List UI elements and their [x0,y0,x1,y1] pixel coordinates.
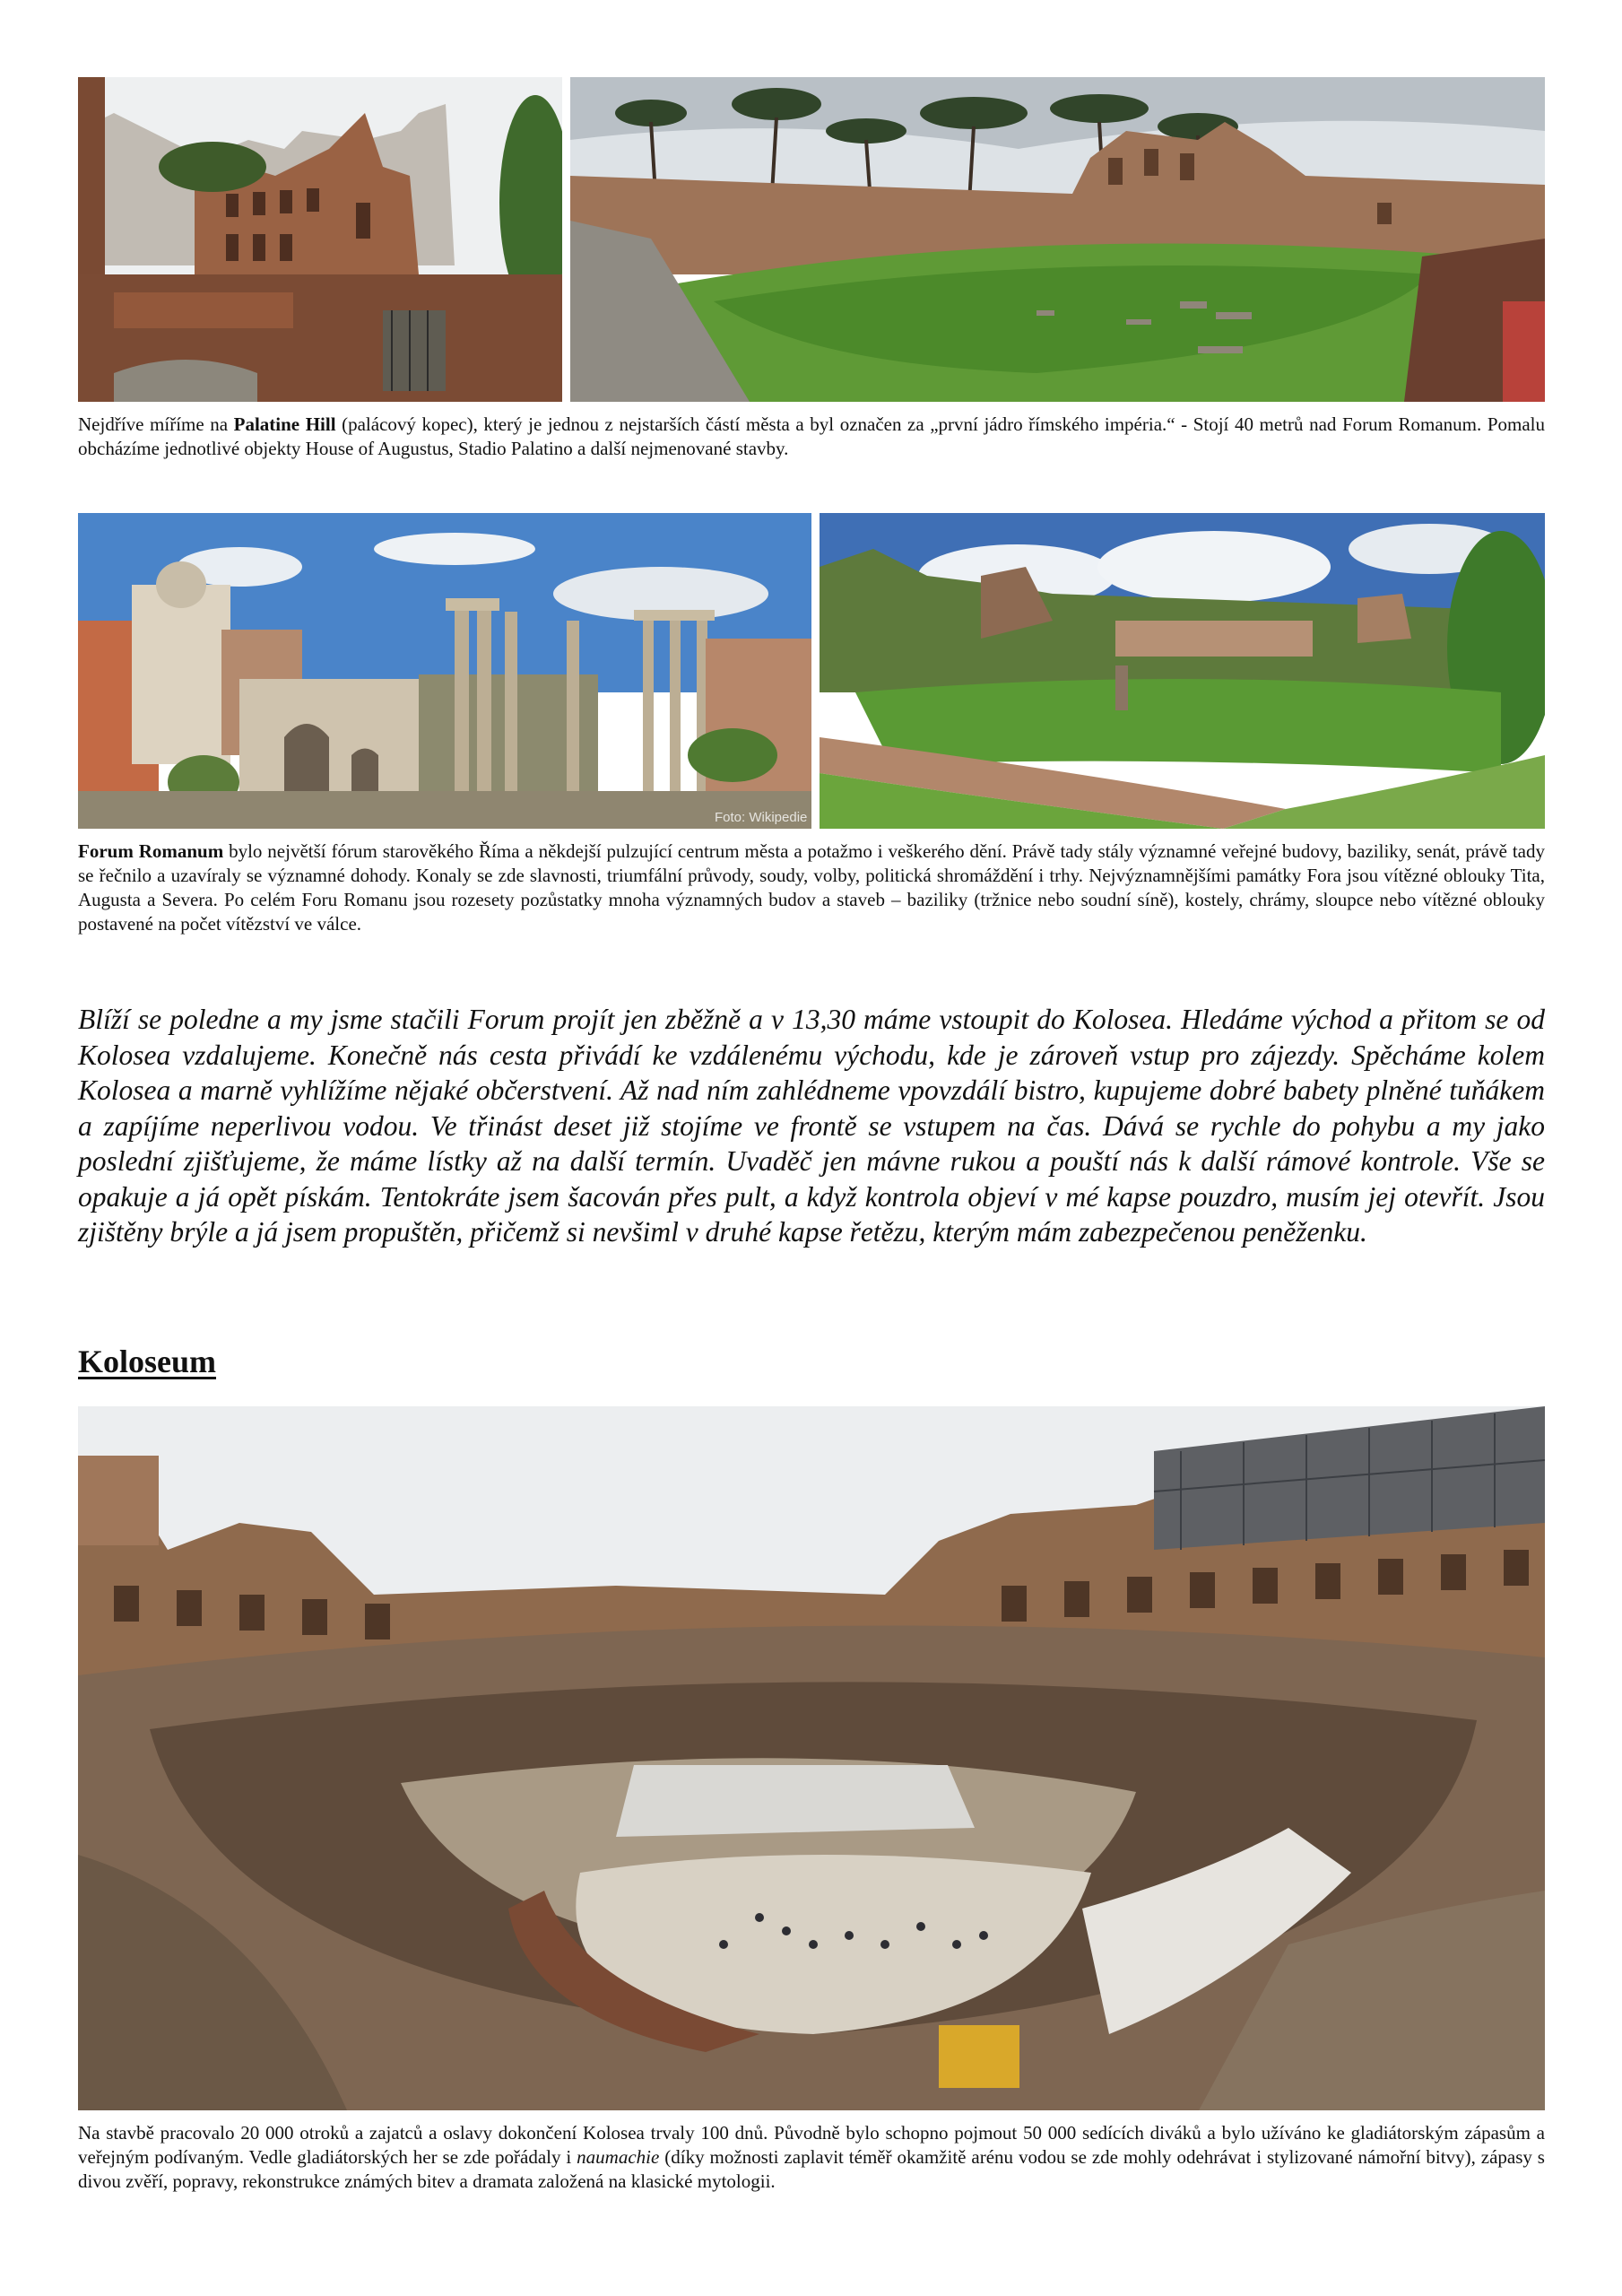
koloseum-caption [78,2121,1545,2194]
forum-caption-rest: bylo největší fórum starověkého Říma a někdejší pulzující centrum města a potažmo i veškerého dění. Právě tady stály významné veřejné budovy, baziliky, senát, právě tady se řečnilo a uzavíraly se významné dohody. Konaly se zde slavnosti, triumfální průvody, soudy, volby, politická shromáždění i trhy. Nejvýznamnějšími památky Fora jsou vítězné oblouky Tita, Augusta a Severa. Po celém Foru Romanu jsou rozesety pozůstatky mnoha významných budov a staveb – baziliky (tržnice nebo soudní síně), kostely, chrámy, sloupce nebo vítězné oblouky postavené na počet vítězství ve válce. [78,840,1545,935]
stadio-palatino-photo [570,77,1545,402]
forum-caption-bold: Forum Romanum [78,840,224,862]
palatine-caption-bold: Palatine Hill [233,413,336,435]
forum-caption [78,839,1545,936]
koloseum-heading: Koloseum [78,1344,217,1379]
koloseum-caption-italic: naumachie [577,2146,660,2168]
narrative-paragraph: Blíží se poledne a my jsme stačili Forum projít jen zběžně a v 13,30 máme vstoupit do Kolosea. Hledáme východ a přitom se od Kolosea vzdalujeme. Konečně nás cesta přivádí ke vzdálenému východu, kde je zároveň vstup pro zájezdy. Spěcháme kolem Kolosea a marně vyhlížíme nějaké občerstvení. Až nad ním zahlédneme vpovzdálí bistro, kupujeme dobré babety plněné tuňákem a zapíjíme neperlivou vodou. Ve třinást deset již stojíme ve frontě se vstupem na čas. Dává se rychle do pohybu a my jako poslední zjišťujeme, že máme lístky až na další termín. Uvaděč jen mávne rukou a pouští nás k další rámové kontrole. Vše se opakuje a já opět pískám. Tentokráte jsem šacován přes pult, a když kontrola objeví v mé kapse pouzdro, musím jej otevřít. Jsou zjištěny brýle a já jsem propuštěn, přičemž si nevšiml v druhé kapse řetězu, kterým mám zabezpečenou peněženku. [78,1004,1545,1248]
colosseum-interior-photo [78,1406,1545,2110]
forum-arch-photo [78,513,811,829]
koloseum-caption-part2: (díky možnosti zaplavit téměř okamžitě arénu vodou se zde mohly odehrávat i stylizované námořní bitvy), zápasy s divou zvěří, popravy, rekonstrukce známých bitev a dramata založená na klasické mytologii. [78,2146,1545,2192]
forum-lawn-photo [820,513,1545,829]
palatine-caption-rest: (palácový kopec), který je jednou z nejstarších částí města a byl označen za „první jádro římského impéria.“ - Stojí 40 metrů nad Forum Romanum. Pomalu obcházíme jednotlivé objekty House of Augustus, Stadio Palatino a další nejmenované stavby. [78,413,1546,459]
palatine-ruins-photo [78,77,562,402]
koloseum-caption-part1: Na stavbě pracovalo 20 000 otroků a zajatců a oslavy dokončení Kolosea trvaly 100 dnů. Původně bylo schopno pojmout 50 000 sedících diváků a bylo užíváno ke gladiátorským zápasům a veřejným podívaným. Vedle gladiátorských her se zde pořádaly i [78,2122,1545,2168]
forum-photo-credit: Foto: Wikipedie [715,810,808,825]
palatine-caption [78,413,1545,461]
palatine-caption-lead: Nejdříve míříme na [78,413,234,435]
